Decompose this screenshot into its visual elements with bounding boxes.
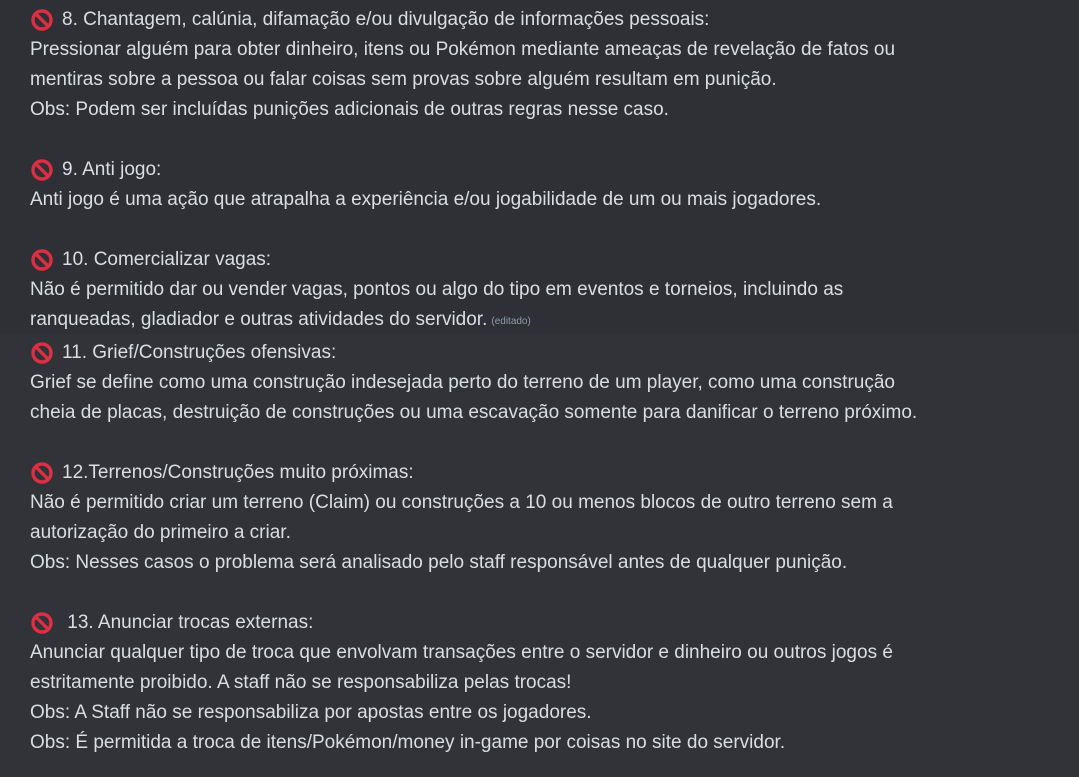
- rule-text: Pressionar alguém para obter dinheiro, itens ou Pokémon mediante ameaças de revelação de fatos ou: [30, 39, 896, 60]
- rule-title-text: 10. Comercializar vagas:: [62, 249, 272, 270]
- rule-text: autorização do primeiro a criar.: [30, 522, 291, 543]
- rule-title-text: 11. Grief/Construções ofensivas:: [62, 342, 337, 363]
- rule-title: [30, 458, 1071, 488]
- rule-text: Obs: É permitida a troca de itens/Pokémon/money in-game por coisas no site do servidor.: [30, 732, 786, 753]
- edited-label: (editado): [491, 316, 531, 327]
- no-entry-sign-icon: [31, 249, 53, 271]
- rule-title: [30, 155, 1071, 185]
- no-entry-sign-icon: [31, 159, 53, 181]
- no-entry-sign-icon: [31, 462, 53, 484]
- rule-text: Obs: Nesses casos o problema será analisado pelo staff responsável antes de qualquer punição.: [30, 552, 848, 573]
- rule-title-text: 12.Terrenos/Construções muito próximas:: [62, 462, 414, 483]
- rule-text: Obs: A Staff não se responsabiliza por apostas entre os jogadores.: [30, 702, 592, 723]
- rule-text-content: ranqueadas, gladiador e outras atividades do servidor.: [30, 309, 488, 330]
- rule-title: [30, 338, 1071, 368]
- chat-message[interactable]: [0, 338, 1079, 777]
- no-entry-sign-icon: [31, 612, 53, 634]
- no-entry-sign-icon: [31, 9, 53, 31]
- rule-title-text: 9. Anti jogo:: [62, 159, 162, 180]
- rule-title-text: 13. Anunciar trocas externas:: [62, 612, 314, 633]
- rule-text: Obs: Podem ser incluídas punições adicionais de outras regras nesse caso.: [30, 99, 669, 120]
- chat-message[interactable]: [0, 0, 1079, 334]
- rule-title: [30, 608, 1071, 638]
- rule-title-text: 8. Chantagem, calúnia, difamação e/ou divulgação de informações pessoais:: [62, 9, 710, 30]
- rule-text: Grief se define como uma construção indesejada perto do terreno de um player, como uma construção: [30, 372, 895, 393]
- rule-text: Não é permitido dar ou vender vagas, pontos ou algo do tipo em eventos e torneios, incluindo as: [30, 279, 844, 300]
- rule-title: [30, 245, 1071, 275]
- rule-text: [30, 305, 1071, 335]
- rule-text: Não é permitido criar um terreno (Claim) ou construções a 10 ou menos blocos de outro terreno sem a: [30, 492, 893, 513]
- rule-text: Anunciar qualquer tipo de troca que envolvam transações entre o servidor e dinheiro ou outros jogos é: [30, 642, 893, 663]
- rule-text: mentiras sobre a pessoa ou falar coisas sem provas sobre alguém resultam em punição.: [30, 69, 777, 90]
- rule-text: cheia de placas, destruição de construções ou uma escavação somente para danificar o terreno próximo.: [30, 402, 918, 423]
- rule-title: [30, 5, 1071, 35]
- rule-text: Anti jogo é uma ação que atrapalha a experiência e/ou jogabilidade de um ou mais jogadores.: [30, 189, 822, 210]
- no-entry-sign-icon: [31, 342, 53, 364]
- rule-text: estritamente proibido. A staff não se responsabiliza pelas trocas!: [30, 672, 572, 693]
